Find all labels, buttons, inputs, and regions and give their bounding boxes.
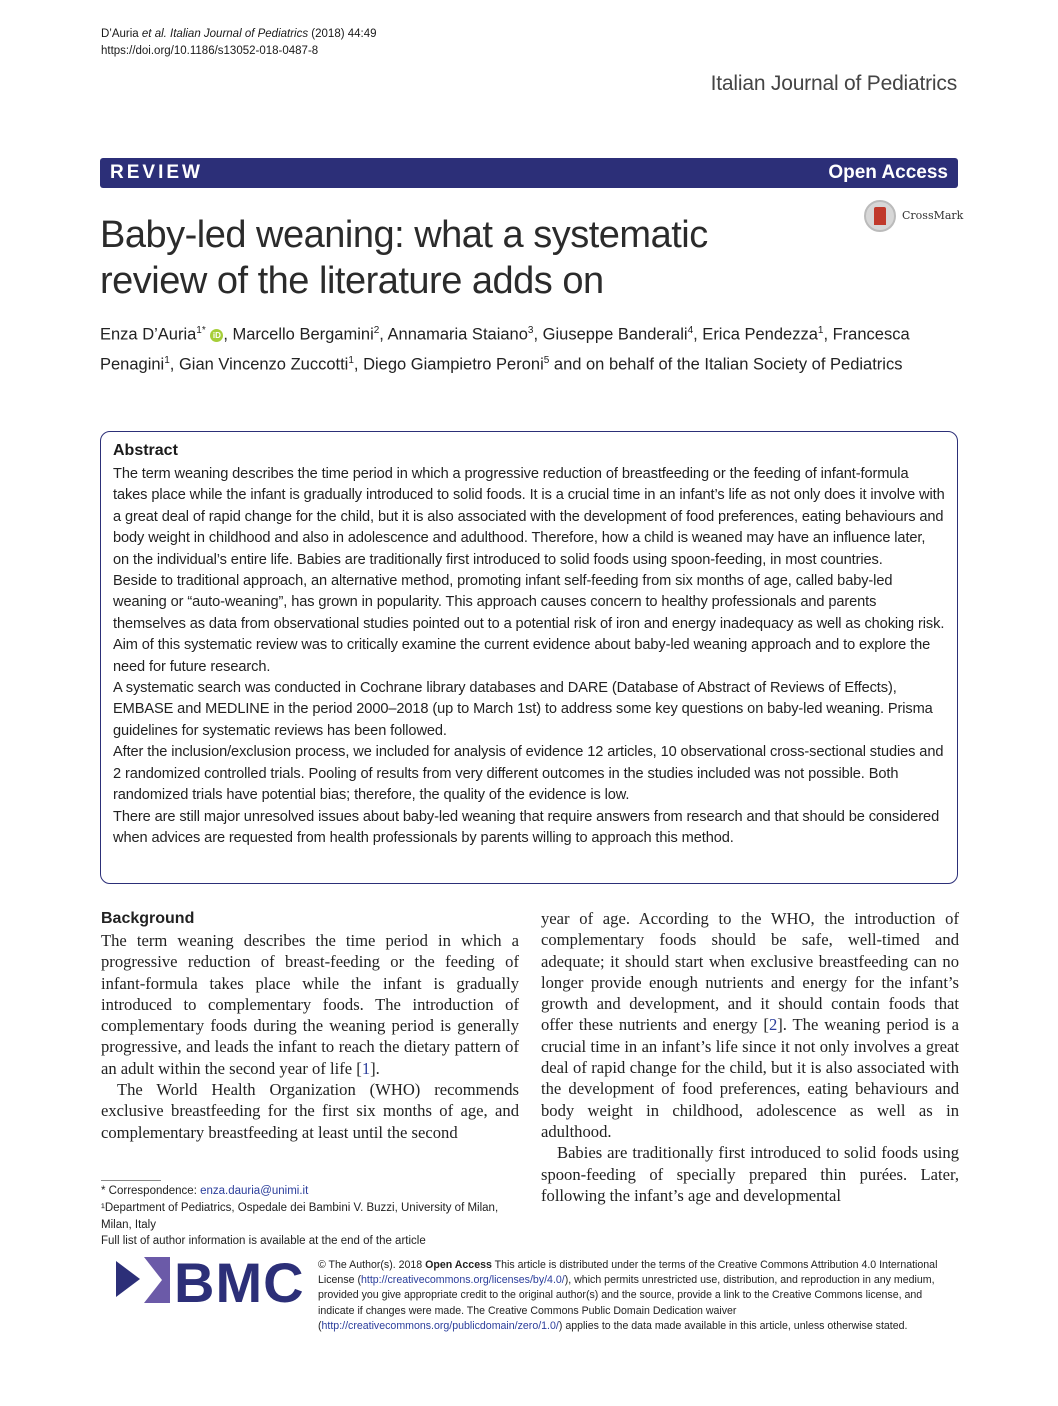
article-type-band — [100, 158, 958, 188]
article-type: REVIEW — [110, 162, 203, 183]
reference-link[interactable]: 1 — [361, 1058, 371, 1078]
open-access-label: Open Access — [828, 162, 948, 183]
footnotes — [101, 1180, 521, 1250]
author-name: , Giuseppe Banderali — [533, 325, 688, 344]
author-name: , Erica Pendezza — [693, 325, 818, 344]
affiliation-marker: 2 — [373, 325, 380, 336]
bmc-logo-text: BMC — [174, 1251, 305, 1314]
citation-journal: et al. Italian Journal of Pediatrics — [141, 28, 309, 40]
author-name: , Gian Vincenzo Zuccotti — [169, 355, 349, 373]
correspondence-label: * Correspondence: — [101, 1185, 201, 1197]
license-body: ) applies to the data made available in this article, unless otherwise stated. — [558, 1319, 908, 1332]
body-paragraph — [541, 908, 959, 1142]
body-paragraph — [101, 930, 519, 1079]
author-name: , Francesca Penagini — [100, 325, 910, 373]
journal-name: Italian Journal of Pediatrics — [710, 72, 957, 95]
affiliation-marker: 5 — [543, 354, 550, 366]
citation-authors: D’Auria — [101, 28, 142, 40]
license-body: ), which permits unrestricted use, distribution, and reproduction in any medium, provided you give appropriate credit to the original author(s) and the source, provide a link to the Creative Commons license, and indicate if changes were made. The Creative Commons Public Domain Dedication waiver ( — [318, 1274, 935, 1332]
citation-volume: (2018) 44:49 — [308, 28, 377, 40]
citation — [101, 26, 377, 60]
affiliation-marker: 1 — [164, 354, 170, 366]
orcid-icon[interactable]: iD — [210, 329, 223, 342]
body-text: year of age. According to the WHO, the introduction of complementary foods should be safe, well-timed and adequate; it should start when exclusive breastfeeding can no longer provide enough nutrients and energy for the infant’s growth and development, and it should contain foods that offer these nutrients and energy [ — [541, 909, 959, 1035]
article-title: Baby-led weaning: what a systematic review of the literature adds on — [100, 214, 708, 302]
bmc-logo-icon — [116, 1255, 170, 1305]
body-column-right — [541, 908, 959, 1206]
author-name: Enza D’Auria — [100, 325, 197, 344]
body-paragraph: Babies are traditionally first introduced to solid foods using spoon-feeding of specially prepared thin purées. Later, following the infant’s age and developmental — [541, 1143, 959, 1205]
crossmark-button[interactable] — [864, 200, 974, 238]
license-body: This article is distributed under the terms of the Creative Commons Attribution 4.0 International License ( — [318, 1259, 938, 1287]
doi-link[interactable]: https://doi.org/10.1186/s13052-018-0487-8 — [101, 45, 319, 57]
bmc-logo — [116, 1251, 306, 1315]
abstract-box — [100, 431, 958, 884]
author-name: , Diego Giampietro Peroni — [353, 355, 544, 373]
section-heading: Background — [101, 910, 195, 927]
author-info-note: Full list of author information is available at the end of the article — [101, 1235, 426, 1248]
body-text: The term weaning describes the time period in which a progressive reduction of breast-feeding or the feeding of infant-formula takes place while the infant is gradually introduced to complementary foods. The introduction of complementary foods during the weaning period is generally progressive, and leads the infant to reach the dietary pattern of an adult within the second year of life [ — [101, 931, 519, 1078]
license-text — [318, 1258, 958, 1334]
affiliation: ¹Department of Pediatrics, Ospedale dei Bambini V. Buzzi, University of Milan, Milan, Italy — [101, 1201, 499, 1231]
abstract-paragraph: The term weaning describes the time period in which a progressive reduction of breastfeeding or the feeding of infant-formula takes place while the infant is gradually introduced to solid foods. It is a crucial time in an infant’s life as not only does it involve with a great deal of rapid change for the child, but it is also associated with the development of food preferences, eating behaviours and body weight in childhood and also in adolescence and adulthood. Therefore, how a child is weaned may have an influence later, on the individual’s entire life. Babies are traditionally first introduced to solid foods using spoon-feeding, in most countries. — [113, 466, 945, 568]
author-group: and on behalf of the Italian Society of Pediatrics — [549, 355, 903, 373]
license-open-access: Open Access — [425, 1259, 492, 1271]
abstract-paragraph: There are still major unresolved issues about baby-led weaning that require answers from research and that should be considered when advices are requested from health professionals by parents willing to approach this method. — [113, 808, 940, 846]
reference-link[interactable]: 2 — [768, 1015, 778, 1035]
affiliation-marker: 4 — [687, 325, 694, 336]
author-name: , Marcello Bergamini — [223, 325, 374, 344]
body-column-left — [101, 908, 519, 1143]
abstract-paragraph: Beside to traditional approach, an alternative method, promoting infant self-feeding from six months of age, called baby-led weaning or “auto-weaning”, has grown in popularity. This approach causes concern to healthy professionals and parents themselves as data from observational studies pointed out to a potential risk of iron and energy inadequacy as well as choking risk. Aim of this systematic review was to critically examine the current evidence about baby-led weaning approach and to explore the need for future research. — [113, 573, 945, 675]
abstract-paragraph: After the inclusion/exclusion process, we included for analysis of evidence 12 articles, 10 observational cross-sectional studies and 2 randomized controlled trials. Pooling of results from very different outcomes in the studies included was not possible. Both randomized trials have potential bias; therefore, the quality of the evidence is low. — [113, 744, 944, 804]
crossmark-label: CrossMark — [902, 209, 964, 222]
correspondence-email[interactable]: enza.dauria@unimi.it — [200, 1185, 309, 1197]
body-paragraph: The World Health Organization (WHO) recommends exclusive breastfeeding for the first six months of age, and complementary breastfeeding at least until the second — [101, 1080, 519, 1142]
abstract-heading: Abstract — [113, 442, 178, 459]
body-text: ]. The weaning period is a crucial time in an infant’s life since it not only involves a great deal of rapid change for the child, but it is also associated with the development of food preferences, eating behaviours and body weight in childhood, adolescence as well as in adulthood. — [541, 1015, 959, 1141]
license-link[interactable]: http://creativecommons.org/licenses/by/4.0/ — [361, 1274, 565, 1287]
crossmark-icon — [864, 200, 896, 232]
affiliation-marker: 3 — [527, 325, 534, 336]
footnote-divider — [101, 1180, 161, 1181]
affiliation-marker: 1 — [348, 354, 354, 366]
license-copyright: © The Author(s). 2018 — [318, 1259, 426, 1271]
author-list — [100, 318, 960, 377]
affiliation-marker: 1* — [196, 325, 206, 336]
affiliation-marker: 1 — [817, 325, 824, 336]
abstract-paragraph: A systematic search was conducted in Cochrane library databases and DARE (Database of Abstract of Reviews of Effects), EMBASE and MEDLINE in the period 2000–2018 (up to March 1st) to address some key questions on baby-led weaning. Prisma guidelines for systematic reviews has been followed. — [113, 680, 933, 739]
waiver-link[interactable]: http://creativecommons.org/publicdomain/zero/1.0/ — [321, 1319, 559, 1332]
author-name: , Annamaria Staiano — [379, 325, 528, 344]
body-text: ]. — [370, 1058, 380, 1078]
